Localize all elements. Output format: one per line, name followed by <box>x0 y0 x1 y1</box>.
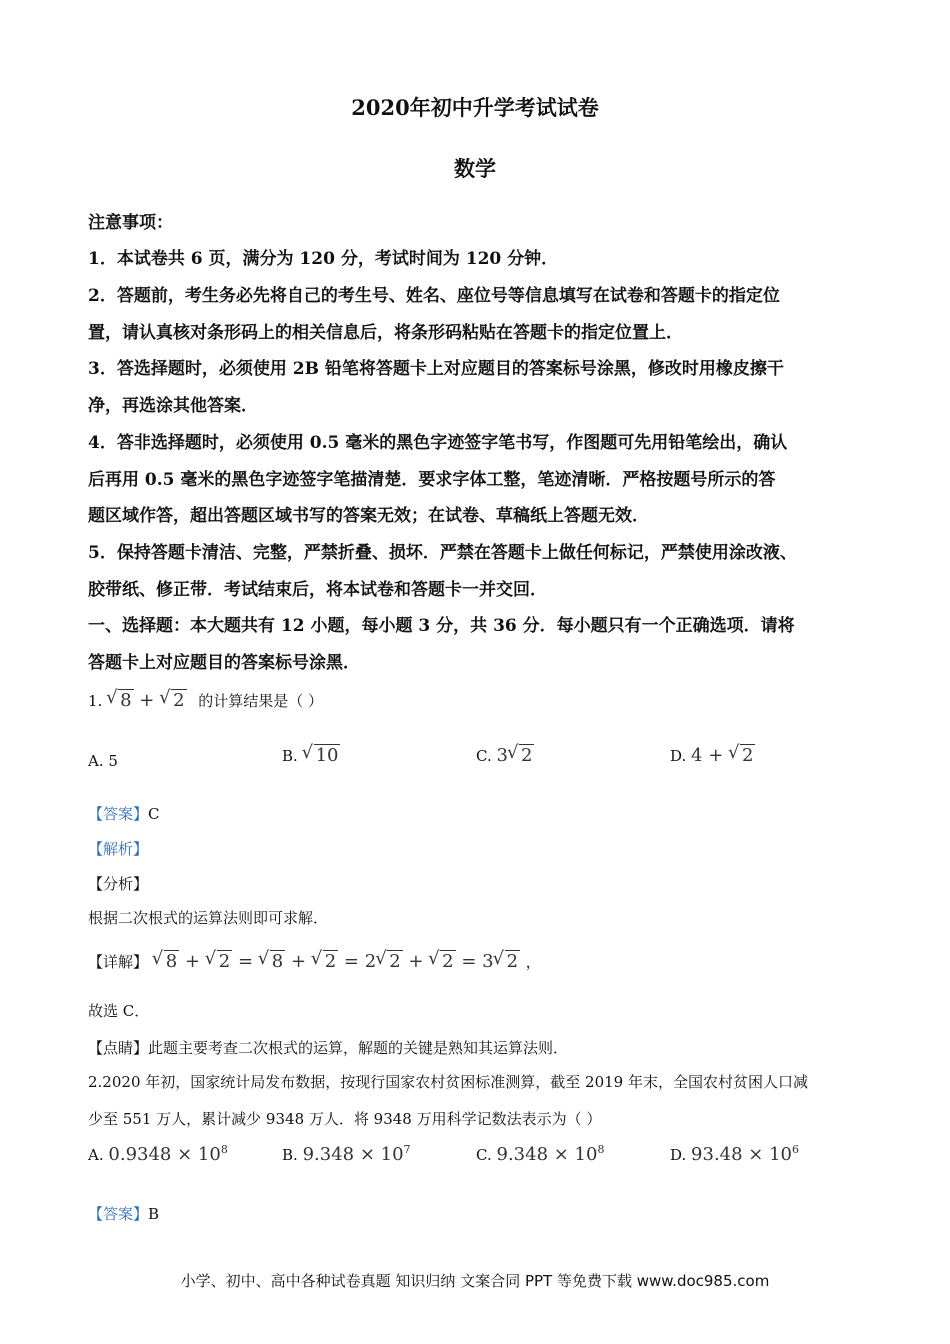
option-label: B. <box>282 1146 298 1164</box>
radicand: 8 <box>165 951 178 972</box>
question-1-stem <box>88 690 323 711</box>
answer-tag: 【答案】 <box>88 805 149 823</box>
option-exponent: 6 <box>792 1143 800 1156</box>
q1-option-c <box>476 745 534 766</box>
subject-title: 数学 <box>454 156 496 181</box>
radicand: 2 <box>173 690 185 711</box>
notice-line: 3．答选择题时，必须使用 2B 铅笔将答题卡上对应题目的答案标号涂黑，修改时用橡皮擦干 <box>88 359 784 379</box>
notice-line: 5．保持答题卡清洁、完整，严禁折叠、损坏．严禁在答题卡上做任何标记，严禁使用涂改液、 <box>88 543 797 563</box>
question-1-expression: √ 8 + √ 2 <box>107 690 192 711</box>
radicand: 8 <box>271 951 284 972</box>
detail-tag: 【详解】 <box>88 953 149 971</box>
option-label: B. <box>282 747 298 765</box>
radicand: 2 <box>324 951 337 972</box>
option-exponent: 7 <box>403 1143 411 1156</box>
question-2-stem-cont: 少至 551 万人，累计减少 9348 万人．将 9348 万用科学记数法表示为（ ） <box>88 1110 602 1128</box>
answer-value: C <box>148 805 160 823</box>
option-base: 93.48 × 10 <box>691 1144 793 1165</box>
notice-line: 后再用 0.5 毫米的黑色字迹签字笔描清楚．要求字体工整，笔迹清晰．严格按题号所示的答 <box>88 470 776 490</box>
q2-option-b <box>282 1143 411 1165</box>
integer-term: 4 <box>691 745 703 766</box>
question-1-stem-text: 的计算结果是（ ） <box>198 692 324 710</box>
option-base: 0.9348 × 10 <box>108 1144 221 1165</box>
notice-line: 胶带纸、修正带．考试结束后，将本试卷和答题卡一并交回． <box>88 580 547 600</box>
radicand: 2 <box>742 745 754 766</box>
option-exponent: 8 <box>220 1143 228 1156</box>
page-footer: 小学、初中、高中各种试卷真题 知识归纳 文案合同 PPT 等免费下载 www.doc985.com <box>180 1272 770 1290</box>
q2-option-c <box>476 1143 604 1165</box>
radicand: 2 <box>389 951 401 972</box>
section-heading-cont: 答题卡上对应题目的答案标号涂黑． <box>88 653 360 673</box>
option-label: A. <box>88 752 104 770</box>
radicand: 2 <box>218 951 231 972</box>
notice-line: 2．答题前，考生务必先将自己的考生号、姓名、座位号等信息填写在试卷和答题卡的指定位 <box>88 286 780 306</box>
q2-answer <box>88 1203 159 1224</box>
option-value: 5 <box>108 752 118 770</box>
notice-line: 置，请认真核对条形码上的相关信息后，将条形码粘贴在答题卡的指定位置上． <box>88 323 683 343</box>
option-exponent: 8 <box>597 1143 605 1156</box>
analysis-tag: 【解析】 <box>88 840 149 858</box>
option-label: D. <box>670 747 687 765</box>
comment-tag: 【点睛】 <box>88 1039 149 1057</box>
option-label: C. <box>476 1146 492 1164</box>
option-base: 9.348 × 10 <box>496 1144 598 1165</box>
radicand: 2 <box>520 745 533 766</box>
answer-value: B <box>148 1205 160 1223</box>
radicand: 10 <box>315 745 339 766</box>
detail-end: ， <box>525 953 541 971</box>
notice-line: 1．本试卷共 6 页，满分为 120 分，考试时间为 120 分钟． <box>88 249 559 269</box>
notice-line: 净，再选涂其他答案． <box>88 396 258 416</box>
question-number: 1. <box>88 692 103 710</box>
coefficient: 3 <box>496 745 508 766</box>
comment-text: 此题主要考查二次根式的运算，解题的关键是熟知其运算法则． <box>148 1039 569 1057</box>
option-label: C. <box>476 747 492 765</box>
question-2-stem: 2.2020 年初，国家统计局发布数据，按现行国家农村贫困标准测算，截至 2019 年末，全国农村贫困人口减 <box>88 1073 808 1091</box>
coefficient: 3 <box>482 951 494 972</box>
q1-option-b <box>282 745 340 766</box>
section-heading: 一、选择题：本大题共有 12 小题，每小题 3 分，共 36 分．每小题只有一个正确选项．请将 <box>88 616 795 636</box>
q1-option-a <box>88 752 118 770</box>
exam-title: 2020年初中升学考试试卷 <box>351 95 599 120</box>
notice-line: 题区域作答，超出答题区域书写的答案无效；在试卷、草稿纸上答题无效． <box>88 506 649 526</box>
radicand: 2 <box>442 951 454 972</box>
notice-line: 4．答非选择题时，必须使用 0.5 毫米的黑色字迹签字笔书写，作图题可先用铅笔绘出，确认 <box>88 433 788 453</box>
q1-answer <box>88 803 160 824</box>
q1-option-d: D. 4 + √ 2 <box>670 745 755 766</box>
detail-expression: √ 8 + √ 2 = √ 8 + √ 2 = 2√ 2 + √ 2 = 3√ 2 <box>153 951 526 972</box>
fenxi-text: 根据二次根式的运算法则即可求解． <box>88 909 329 927</box>
fenxi-tag: 【分析】 <box>88 875 149 893</box>
q1-comment <box>88 1037 568 1058</box>
q2-option-d <box>670 1143 799 1165</box>
radicand: 8 <box>120 690 132 711</box>
q1-conclusion: 故选 C． <box>88 1002 150 1020</box>
q1-detail <box>88 951 541 972</box>
q2-option-a <box>88 1143 228 1165</box>
radicand: 2 <box>506 951 519 972</box>
option-label: D. <box>670 1146 687 1164</box>
notice-heading: 注意事项： <box>88 213 173 233</box>
answer-tag: 【答案】 <box>88 1205 149 1223</box>
option-label: A. <box>88 1146 104 1164</box>
option-base: 9.348 × 10 <box>302 1144 404 1165</box>
